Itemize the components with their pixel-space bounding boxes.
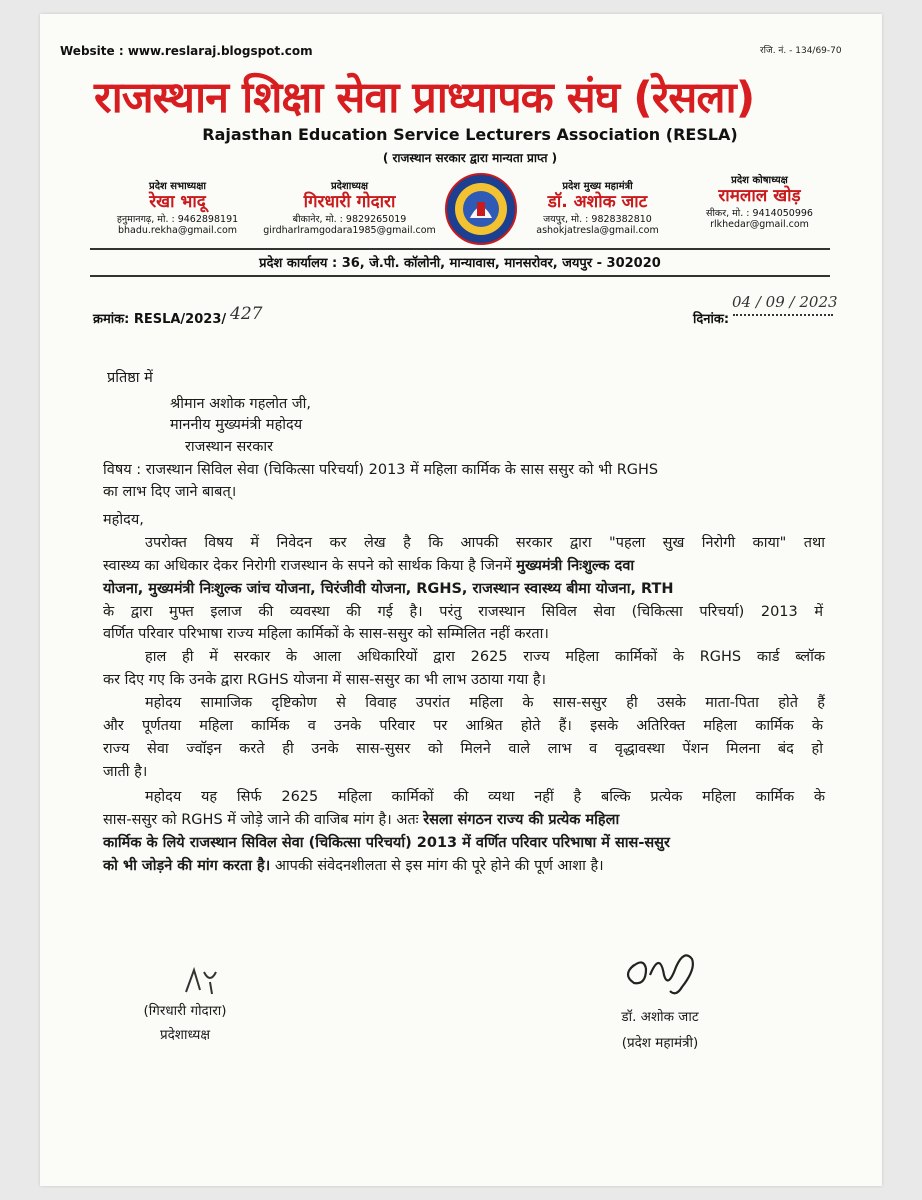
signatory-left-name: (गिरधारी गोदारा) — [143, 1003, 227, 1019]
signatory-right-title: (प्रदेश महामंत्री) — [621, 1035, 699, 1051]
addressee-org: राजस्थान सरकार — [185, 439, 274, 455]
official-treasurer — [672, 172, 847, 230]
signature-right — [620, 945, 720, 1000]
official-email: rlkhedar@gmail.com — [710, 219, 809, 230]
reference-number: 427 — [230, 304, 263, 324]
official-email: girdharlramgodara1985@gmail.com — [263, 225, 436, 236]
paragraph-line: राज्य सेवा ज्वॉइन करते ही उनके सास-सुसर को मिलने वाले लाभ व वृद्धावस्था पेंशन मिलना बंद हो — [103, 741, 823, 757]
paragraph-line: उपरोक्त विषय में निवेदन कर लेख है कि आपकी सरकार द्वारा "पहला सुख निरोगी काया" तथा — [145, 535, 825, 551]
subject-line-continued: का लाभ दिए जाने बाबत्। — [103, 484, 237, 500]
reference-label: क्रमांक: RESLA/2023/ — [93, 312, 227, 327]
date-label: दिनांक: — [693, 312, 730, 327]
paragraph-line: जाती है। — [103, 764, 148, 780]
text-run-bold: रेसला संगठन राज्य की प्रत्येक महिला — [423, 812, 620, 828]
signatory-right-name: डॉ. अशोक जाट — [621, 1009, 699, 1025]
official-contact: बीकानेर, मो. : 9829265019 — [292, 214, 407, 225]
signature-left — [180, 962, 240, 1000]
paragraph-line: योजना, मुख्यमंत्री निःशुल्क जांच योजना, चिरंजीवी योजना, RGHS, राजस्थान स्वास्थ्य बीमा योजना, RTH — [103, 581, 674, 597]
signatory-left-title: प्रदेशाध्यक्ष — [159, 1027, 211, 1043]
paragraph-line: कर दिए गए कि उनके द्वारा RGHS योजना में सास-ससुर का भी लाभ उठाया गया है। — [103, 672, 547, 688]
recognition-note: ( राजस्थान सरकार द्वारा मान्यता प्राप्त ) — [382, 151, 558, 165]
addressee-title: माननीय मुख्यमंत्री महोदय — [170, 417, 303, 433]
paragraph-line — [103, 809, 823, 831]
paragraph-line: कार्मिक के लिये राजस्थान सिविल सेवा (चिकित्सा परिचर्या) 2013 में वर्णित परिवार परिभाषा में सास-ससुर — [103, 835, 670, 851]
header-divider-bottom — [90, 275, 830, 277]
association-logo — [444, 172, 518, 246]
text-run: स्वास्थ्य का अधिकार देकर निरोगी राजस्थान के सपने को सार्थक किया है जिनमें — [103, 558, 512, 574]
official-president — [262, 178, 437, 236]
salutation-to: प्रतिष्ठा में — [107, 370, 153, 386]
date-dotted-line — [733, 314, 833, 316]
official-name: डॉ. अशोक जाट — [547, 192, 648, 212]
text-run: आपकी संवेदनशीलता से इस मांग की पूरे होने की पूर्ण आशा है। — [274, 858, 604, 874]
paragraph-line: वर्णित परिवार परिभाषा राज्य महिला कार्मिकों के सास-ससुर को सम्मिलित नहीं करता। — [103, 626, 549, 642]
paragraph-line: महोदय सामाजिक दृष्टिकोण से विवाह उपरांत महिला के सास-ससुर ही उसके माता-पिता होते हैं — [145, 695, 825, 711]
paragraph-line — [103, 555, 823, 577]
official-email: bhadu.rekha@gmail.com — [117, 225, 238, 236]
official-role: प्रदेशाध्यक्ष — [330, 181, 369, 192]
official-role: प्रदेश सभाध्यक्षा — [149, 181, 206, 192]
official-contact: सीकर, मो. : 9414050996 — [706, 208, 813, 219]
official-contact: हनुमानगढ़, मो. : 9462898191 — [116, 214, 239, 225]
website-url: Website : www.reslaraj.blogspot.com — [60, 44, 313, 58]
paragraph-line — [103, 855, 823, 877]
addressee-name: श्रीमान अशोक गहलोत जी, — [170, 396, 311, 412]
paragraph-line: और पूर्णतया महिला कार्मिक व उनके परिवार पर आश्रित होते हैं। इसके अतिरिक्त महिला कार्मिक के — [103, 718, 823, 734]
official-name: रामलाल खोड़ — [718, 186, 801, 206]
org-title-english: Rajasthan Education Service Lecturers Association (RESLA) — [202, 125, 738, 144]
official-chairperson — [90, 178, 265, 236]
date-value: 04 / 09 / 2023 — [732, 293, 838, 311]
paragraph-line: महोदय यह सिर्फ 2625 महिला कार्मिकों की व्यथा नहीं है बल्कि प्रत्येक महिला कार्मिक के — [145, 789, 825, 805]
official-general-secretary — [510, 178, 685, 236]
text-run-bold: मुख्यमंत्री निःशुल्क दवा — [516, 558, 635, 574]
official-email: ashokjatresla@gmail.com — [536, 225, 659, 236]
official-name: गिरधारी गोदारा — [303, 192, 396, 212]
official-role: प्रदेश मुख्य महामंत्री — [562, 181, 633, 192]
subject-line: विषय : राजस्थान सिविल सेवा (चिकित्सा परिचर्या) 2013 में महिला कार्मिक के सास ससुर को भी RGHS — [103, 462, 659, 478]
text-run-bold: को भी जोड़ने की मांग करता है। — [103, 858, 271, 874]
official-contact: जयपुर, मो. : 9828382810 — [543, 214, 652, 225]
registration-number: रजि. नं. - 134/69-70 — [760, 46, 842, 56]
greeting: महोदय, — [103, 512, 144, 528]
header-divider-top — [90, 248, 830, 250]
org-title-hindi: राजस्थान शिक्षा सेवा प्राध्यापक संघ (रेसला) — [94, 73, 755, 123]
office-address: प्रदेश कार्यालय : 36, जे.पी. कॉलोनी, मान्यावास, मानसरोवर, जयपुर - 302020 — [259, 256, 661, 271]
paragraph-line: हाल ही में सरकार के आला अधिकारियों द्वारा 2625 राज्य महिला कार्मिकों के RGHS कार्ड ब्लॉक — [145, 649, 825, 665]
text-run: सास-ससुर को RGHS में जोड़े जाने की वाजिब मांग है। अतः — [103, 812, 419, 828]
official-role: प्रदेश कोषाध्यक्ष — [731, 175, 788, 186]
official-name: रेखा भादू — [149, 192, 206, 212]
paragraph-line: के द्वारा मुफ्त इलाज की व्यवस्था की गई है। परंतु राजस्थान सिविल सेवा (चिकित्सा परिचर्या) 2013 में — [103, 604, 823, 620]
